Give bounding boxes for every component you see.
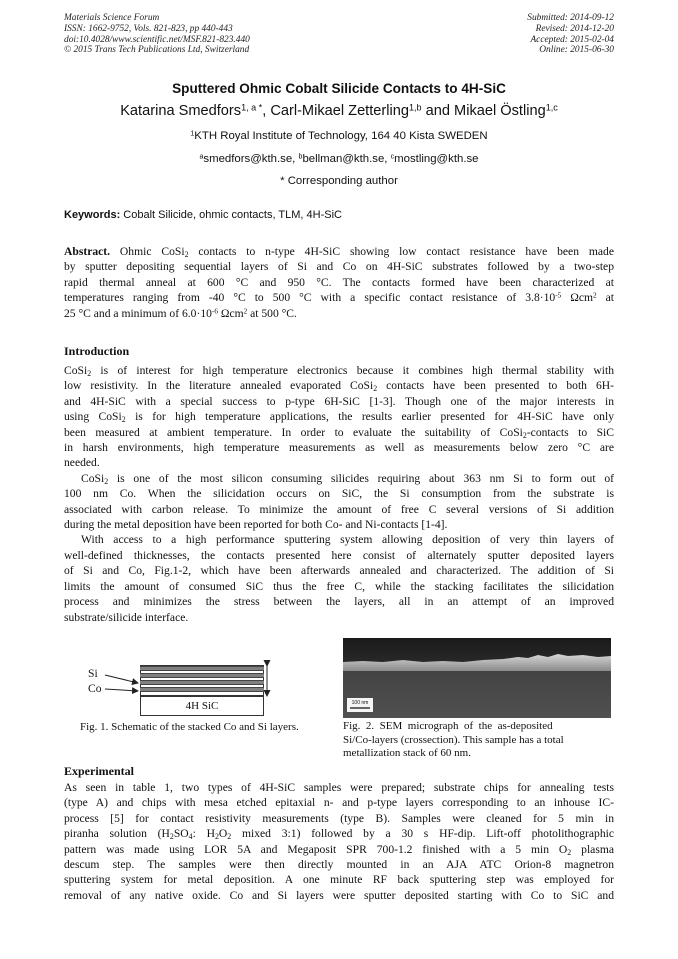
substrate-4h-sic: 4H SiC — [140, 696, 264, 716]
text-run: Ωcm — [561, 291, 594, 305]
subscript: 2 — [227, 832, 232, 842]
caption-line: Si/Co-layers (crossection). This sample has a total — [343, 733, 564, 746]
date-revised: Revised: 2014-12-20 — [535, 23, 614, 34]
sem-substrate — [343, 671, 611, 718]
intro-line — [64, 409, 614, 424]
date-online: Online: 2015-06-30 — [539, 45, 614, 56]
superscript: -6 — [211, 307, 218, 316]
author-separator: and — [421, 103, 455, 119]
dates-header — [527, 13, 614, 56]
co-label: Co — [88, 682, 102, 695]
intro-line — [64, 471, 614, 486]
subscript: 2 — [87, 368, 92, 378]
email-mark: b — [298, 153, 303, 161]
intro-line: With access to a high performance sputtering system allowing deposition of very thin layers of — [81, 533, 614, 547]
text-run: SO — [173, 827, 189, 841]
journal-header — [64, 13, 250, 56]
intro-line: substrate/silicide interface. — [64, 610, 189, 624]
text-run: plasma — [571, 842, 614, 856]
text-run: is for high temperature applications, the results earlier presented for 4H-SiC have only — [125, 410, 614, 424]
intro-line: well-defined thicknesses, the contacts presented here consist of alternately sputter deposited layers — [64, 548, 614, 562]
abstract-label: Abstract. — [64, 245, 111, 258]
intro-line: in harsh environments, high temperature measurements as well as measurements below zero °C are — [64, 441, 614, 455]
author-1: Katarina Smedfors — [120, 103, 242, 119]
abstract-line — [64, 306, 614, 321]
subscript: 2 — [522, 430, 527, 440]
author-separator: , — [262, 103, 271, 119]
text-run: Ωcm — [217, 306, 244, 320]
text-run: : H — [192, 827, 215, 841]
keywords-text: Cobalt Silicide, ohmic contacts, TLM, 4H-SiC — [120, 209, 342, 221]
text-run: 25 °C and a minimum of 6.0·10 — [64, 306, 212, 320]
author-3-affil: 1,c — [545, 102, 558, 113]
abstract — [64, 244, 614, 321]
caption-line: metallization stack of 60 nm. — [343, 747, 471, 760]
text-run: CoSi — [64, 364, 88, 377]
abstract-line — [64, 244, 614, 259]
text-run: mixed 3:1) followed by a 30 s HF-dip. Lift-off photolithographic — [231, 827, 614, 841]
text-run: low resistivity. In the literature annealed evaporated CoSi — [64, 379, 374, 393]
sem-micrograph — [343, 638, 611, 718]
subscript: 2 — [214, 832, 219, 842]
author-1-affil: 1, a * — [241, 102, 263, 113]
email-mark: a — [199, 153, 204, 161]
email-mark: c — [390, 153, 395, 161]
text-run: is one of the most silicon consuming silicides requiring about 363 nm Si to form out of — [108, 471, 614, 485]
date-accepted: Accepted: 2015-02-04 — [530, 34, 614, 45]
text-run: pattern was made using LOR 5A and Megaposit SPR 700-1.2 finished with a 5 min O — [64, 842, 568, 856]
email-c[interactable]: mostling@kth.se — [394, 153, 479, 165]
si-arrow — [105, 675, 138, 683]
experimental-paragraph — [64, 780, 614, 903]
journal-copyright: © 2015 Trans Tech Publications Ltd, Switzerland — [64, 45, 250, 56]
date-submitted: Submitted: 2014-09-12 — [527, 13, 614, 23]
experimental-line — [64, 842, 614, 857]
intro-line: associated with carbon release. To minimize the amount of free C several versions of Si addition — [64, 502, 614, 516]
email-a[interactable]: smedfors@kth.se, — [203, 153, 299, 165]
author-3: Mikael Östling — [454, 103, 546, 119]
experimental-line: descum step. The samples were then directly mounted in an AJA ATC Orion-8 magnetron — [64, 858, 614, 872]
journal-name: Materials Science Forum — [64, 13, 160, 23]
introduction-heading: Introduction — [64, 344, 130, 358]
text-run: temperatures ranging from -40 °C to 500 °C with a specific contact resistance of 3.8·10 — [64, 291, 556, 305]
figure-1-schematic — [64, 656, 334, 722]
experimental-heading: Experimental — [64, 764, 134, 778]
intro-line — [64, 363, 614, 378]
keywords — [64, 209, 342, 221]
subscript: 2 — [121, 415, 126, 425]
intro-line: 100 nm Co. When the silicidation occurs on SiC, the Si consumption from the substrate is — [64, 487, 614, 501]
text-run: O — [218, 827, 228, 841]
text-run: piranha solution (H — [64, 827, 170, 841]
subscript: 2 — [567, 847, 572, 857]
author-2-affil: 1,b — [409, 102, 422, 113]
author-list — [0, 103, 678, 119]
intro-line: of Si and Co, Fig.1-2, which have been afterwards annealed and characterized. The addition of Si — [64, 564, 614, 578]
intro-paragraph-1 — [64, 363, 614, 625]
experimental-line: process [5] for contact resistivity measurements (type B). Samples were cleaned for 5 min in — [64, 811, 614, 825]
text-run: contacts to n-type 4H-SiC showing low contact resistance have been made — [188, 245, 614, 258]
subscript: 4 — [188, 832, 193, 842]
experimental-line: sputtering system for metal deposition. A one minute RF back sputtering step was employed for — [64, 873, 614, 887]
text-run: is of interest for high temperature electronics because it combines high thermal stability with — [91, 364, 614, 377]
superscript: 2 — [243, 307, 248, 316]
experimental-line — [64, 826, 614, 841]
co-arrow — [105, 689, 138, 691]
intro-line — [64, 425, 614, 440]
intro-line: and 4H-SiC with a special success to p-type 6H-SiC [1-3]. Though one of the major interests in — [64, 394, 614, 408]
text-run: Ohmic CoSi — [110, 245, 185, 258]
author-2: Carl-Mikael Zetterling — [270, 103, 409, 119]
caption-line: Fig. 2. SEM micrograph of the as-deposited — [343, 720, 553, 732]
text-run: at — [596, 291, 614, 305]
figure-1-caption: Fig. 1. Schematic of the stacked Co and Si layers. — [80, 721, 299, 733]
affiliation-mark: 1 — [190, 130, 195, 138]
abstract-line: rapid thermal anneal at 600 °C and 950 °C. The contacts formed have been characterized at — [64, 275, 614, 289]
experimental-line: (type A) and chips with mesa etched epitaxial n- and p-type layers corresponding to an inhouse IC- — [64, 796, 614, 810]
figure-1-arrows — [64, 656, 294, 722]
keywords-label: Keywords: — [64, 209, 121, 221]
text-run: -contacts to SiC — [526, 425, 614, 439]
superscript: -5 — [555, 291, 562, 300]
text-run: at 500 °C. — [247, 306, 297, 320]
si-label: Si — [88, 667, 98, 680]
text-run: using CoSi — [64, 410, 122, 424]
subscript: 2 — [184, 249, 189, 259]
intro-line: during the metal deposition have been reported for both Co- and Ni-contacts [1-4]. — [64, 518, 448, 532]
experimental-line: removal of any native oxide. Co and Si layers were sputter deposited starting with Co to SiC and — [64, 888, 614, 902]
intro-line: limits the amount of consumed SiC thus the free C, while the stacking facilitates the silicidation — [64, 579, 614, 593]
abstract-line: by sputter depositing sequential layers of Si and Co on 4H-SiC substrates followed by a two-step — [64, 260, 614, 274]
affiliation-text: KTH Royal Institute of Technology, 164 40 Kista SWEDEN — [194, 130, 488, 142]
abstract-line — [64, 290, 614, 305]
journal-issn: ISSN: 1662-9752, Vols. 821-823, pp 440-443 — [64, 23, 233, 34]
experimental-line: As seen in table 1, two types of 4H-SiC samples were prepared; substrate chips for annealing tests — [64, 781, 614, 794]
figure-2-caption — [343, 720, 564, 761]
paper-title: Sputtered Ohmic Cobalt Silicide Contacts to 4H-SiC — [172, 81, 506, 96]
text-run: been measured at ambient temperature. In order to evaluate the suitability of CoSi — [64, 425, 523, 439]
email-b[interactable]: bellman@kth.se, — [302, 153, 391, 165]
email-list — [0, 153, 678, 165]
subscript: 2 — [373, 384, 378, 394]
subscript: 2 — [104, 476, 109, 486]
intro-line: process and minimizes the stress between the layers, all in an attempt of an improved — [64, 595, 614, 609]
text-run: CoSi — [81, 471, 105, 485]
corresponding-note: * Corresponding author — [280, 175, 398, 187]
journal-doi[interactable]: doi:10.4028/www.scientific.net/MSF.821-823.440 — [64, 34, 250, 45]
scale-bar-label: 100 nm — [351, 700, 369, 706]
intro-line: needed. — [64, 456, 100, 470]
superscript: 2 — [593, 291, 597, 300]
affiliation — [0, 130, 678, 142]
text-run: contacts have been presented to both 6H- — [377, 379, 614, 393]
intro-line — [64, 378, 614, 393]
subscript: 2 — [169, 832, 174, 842]
